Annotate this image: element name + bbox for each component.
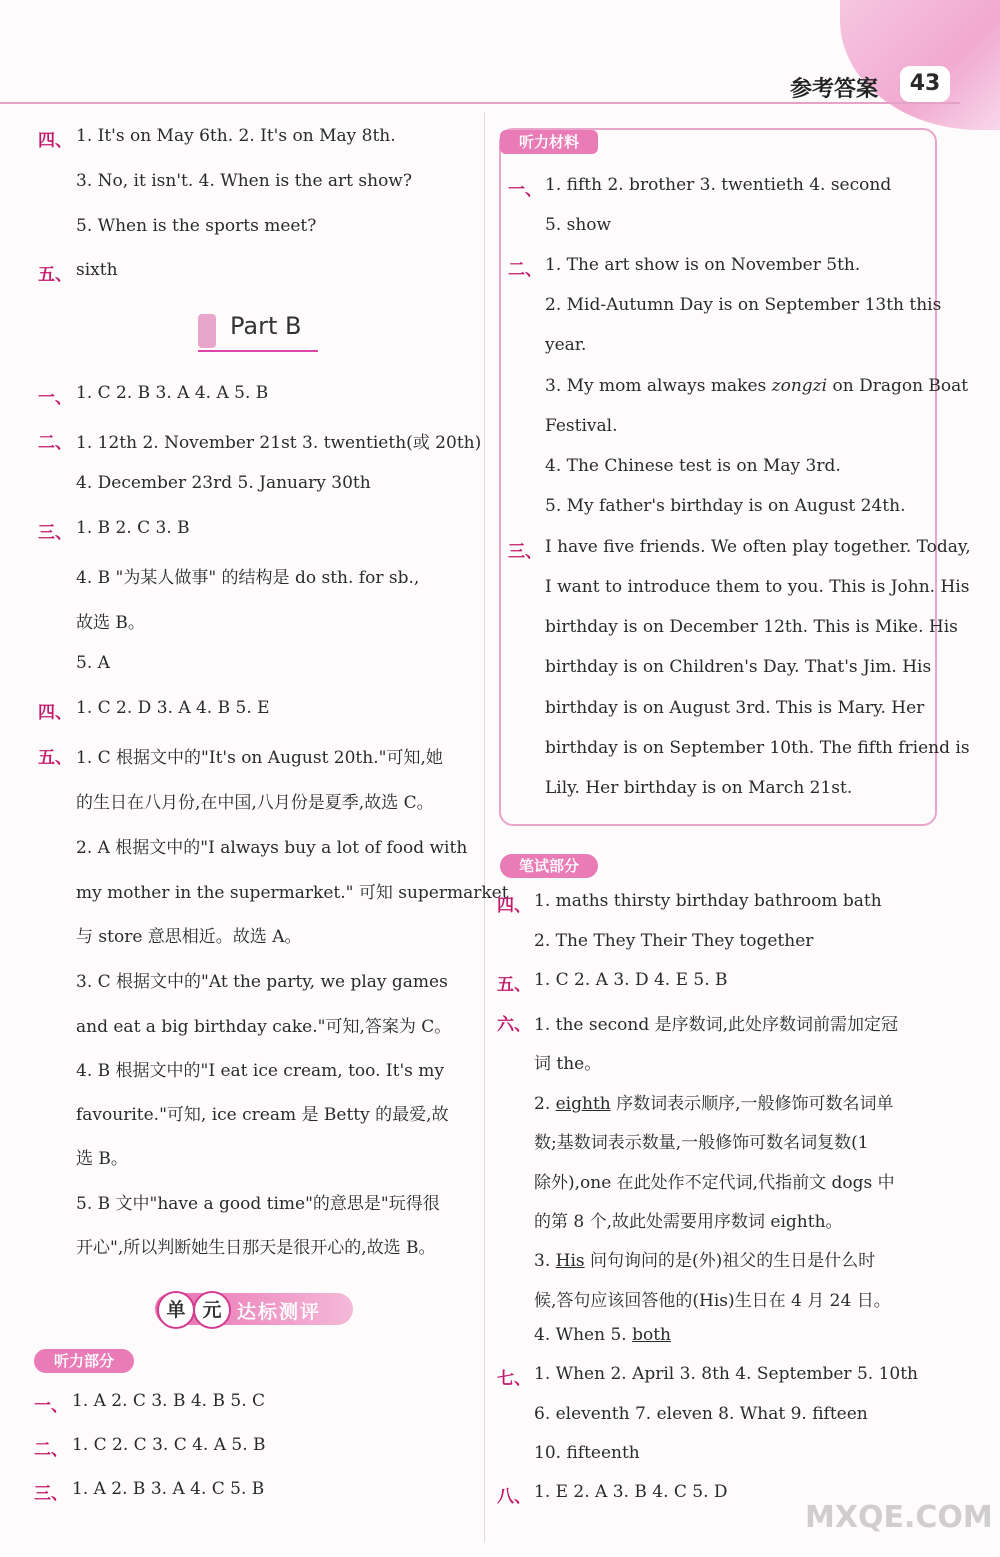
answer-line: and eat a big birthday cake."可知,答案为 C。 (76, 1017, 452, 1037)
written-section-pill: 笔试部分 (500, 854, 598, 878)
corner-decoration (840, 0, 1000, 130)
section-mark: 七、 (497, 1369, 531, 1389)
listening-material-pill: 听力材料 (500, 130, 598, 154)
material-line: 1. The art show is on November 5th. (545, 255, 861, 275)
section-mark: 一、 (508, 180, 542, 200)
answer-line: 1. A 2. C 3. B 4. B 5. C (72, 1391, 266, 1411)
section-mark: 二、 (34, 1440, 68, 1460)
answer-line: 4. B "为某人做事" 的结构是 do sth. for sb., (76, 568, 420, 588)
answer-line: 选 B。 (76, 1149, 128, 1169)
answer-line: sixth (76, 260, 118, 280)
answer-line: 4. December 23rd 5. January 30th (76, 473, 371, 493)
underlined-answer: both (632, 1325, 671, 1345)
section-mark: 二、 (508, 260, 542, 280)
underlined-answer: His (555, 1251, 585, 1271)
answer-line: 4. B 根据文中的"I eat ice cream, too. It's my (76, 1061, 444, 1081)
answer-line: favourite."可知, ice cream 是 Betty 的最爱,故 (76, 1105, 449, 1125)
answer-line: 5. When is the sports meet? (76, 216, 317, 236)
answer-line: 1. C 2. B 3. A 4. A 5. B (76, 383, 269, 403)
text-part: 3. (534, 1251, 556, 1271)
header-title: 参考答案 (790, 77, 879, 102)
answer-line: 数;基数词表示数量,一般修饰可数名词复数(1 (534, 1133, 869, 1153)
unit-char: 单 (157, 1291, 195, 1329)
answer-line: 除外),one 在此处作不定代词,代指前文 dogs 中 (534, 1173, 895, 1193)
section-mark: 五、 (497, 975, 531, 995)
answer-line: 1. the second 是序数词,此处序数词前需加定冠 (534, 1015, 899, 1035)
answer-line: 1. C 2. A 3. D 4. E 5. B (534, 970, 728, 990)
section-mark: 八、 (497, 1487, 531, 1507)
section-mark: 三、 (38, 523, 72, 543)
text-part: 序数词表示顺序,一般修饰可数名词单 (610, 1094, 894, 1114)
italic-word: zongzi (771, 376, 828, 396)
answer-line: 故选 B。 (76, 613, 145, 633)
section-mark: 四、 (497, 896, 531, 916)
material-line: I want to introduce them to you. This is John. His (545, 577, 970, 597)
material-line: 5. My father's birthday is on August 24th. (545, 496, 906, 516)
listening-section-pill: 听力部分 (34, 1349, 134, 1373)
text-part: on Dragon Boat (827, 376, 969, 396)
underlined-answer: eighth (555, 1094, 611, 1114)
answer-line: 1. It's on May 6th. 2. It's on May 8th. (76, 126, 396, 146)
answer-line: 1. C 2. C 3. C 4. A 5. B (72, 1435, 266, 1455)
answer-line: 候,答句应该回答他的(His)生日在 4 月 24 日。 (534, 1291, 891, 1311)
material-line: year. (545, 335, 587, 355)
material-line: birthday is on Children's Day. That's Jim. His (545, 657, 932, 677)
section-mark: 一、 (34, 1396, 68, 1416)
material-line: 2. Mid-Autumn Day is on September 13th this (545, 295, 942, 315)
answer-line: 5. A (76, 653, 110, 673)
answer-line (534, 1325, 671, 1345)
material-line: 5. show (545, 215, 612, 235)
answer-line: 的生日在八月份,在中国,八月份是夏季,故选 C。 (76, 793, 434, 813)
answer-line: 3. No, it isn't. 4. When is the art show? (76, 171, 412, 191)
answer-line: 1. 12th 2. November 21st 3. twentieth(或 20th) (76, 433, 482, 453)
text-part: 4. When 5. (534, 1325, 633, 1345)
answer-line: 2. A 根据文中的"I always buy a lot of food with (76, 838, 468, 858)
answer-line: 10. fifteenth (534, 1443, 640, 1463)
unit-char: 元 (193, 1291, 231, 1329)
answer-line: 1. E 2. A 3. B 4. C 5. D (534, 1482, 728, 1502)
answer-line: 1. A 2. B 3. A 4. C 5. B (72, 1479, 265, 1499)
material-line: birthday is on August 3rd. This is Mary. Her (545, 698, 925, 718)
section-mark: 三、 (34, 1484, 68, 1504)
watermark: MXQE.COM (805, 1500, 993, 1535)
section-mark: 六、 (497, 1015, 531, 1035)
text-part: 3. My mom always makes (545, 376, 772, 396)
answer-line (534, 1089, 894, 1114)
answer-line: 与 store 意思相近。故选 A。 (76, 927, 302, 947)
answer-line: 开心",所以判断她生日那天是很开心的,故选 B。 (76, 1238, 436, 1258)
material-line: Lily. Her birthday is on March 21st. (545, 778, 853, 798)
section-mark: 四、 (38, 703, 72, 723)
column-divider (484, 112, 485, 1542)
answer-line: 词 the。 (534, 1054, 602, 1074)
part-b-label: Part B (230, 312, 302, 340)
answer-line: 1. maths thirsty birthday bathroom bath (534, 891, 882, 911)
material-line: Festival. (545, 416, 618, 436)
material-line: I have five friends. We often play together. Today, (545, 537, 971, 557)
unit-test-banner (155, 1293, 353, 1325)
answer-line: 1. B 2. C 3. B (76, 518, 190, 538)
answer-line: 3. C 根据文中的"At the party, we play games (76, 972, 448, 992)
answer-line: 1. When 2. April 3. 8th 4. September 5. 10th (534, 1364, 919, 1384)
material-line: birthday is on September 10th. The fifth friend is (545, 738, 970, 758)
text-part: 问句询问的是(外)祖父的生日是什么时 (584, 1251, 876, 1271)
answer-line: 2. The They Their They together (534, 931, 814, 951)
part-b-heading (198, 310, 318, 352)
section-mark: 五、 (38, 748, 72, 768)
material-line: birthday is on December 12th. This is Mike. His (545, 617, 958, 637)
material-line (545, 376, 968, 396)
answer-line: 的第 8 个,故此处需要用序数词 eighth。 (534, 1212, 843, 1232)
answer-line: 5. B 文中"have a good time"的意思是"玩得很 (76, 1194, 440, 1214)
page-number: 43 (900, 66, 950, 102)
answer-line: my mother in the supermarket." 可知 supermarket (76, 883, 509, 903)
unit-banner-title: 达标测评 (237, 1301, 322, 1323)
answer-line: 1. C 2. D 3. A 4. B 5. E (76, 698, 270, 718)
material-line: 1. fifth 2. brother 3. twentieth 4. second (545, 175, 892, 195)
section-mark: 三、 (508, 542, 542, 562)
section-mark: 一、 (38, 388, 72, 408)
text-part: 2. (534, 1094, 556, 1114)
answer-line: 6. eleventh 7. eleven 8. What 9. fifteen (534, 1404, 868, 1424)
answer-line (534, 1246, 875, 1271)
section-mark: 五、 (38, 265, 72, 285)
part-tag-icon (198, 314, 216, 348)
answer-line: 1. C 根据文中的"It's on August 20th."可知,她 (76, 748, 443, 768)
section-mark: 四、 (38, 131, 72, 151)
material-line: 4. The Chinese test is on May 3rd. (545, 456, 841, 476)
section-mark: 二、 (38, 433, 72, 453)
